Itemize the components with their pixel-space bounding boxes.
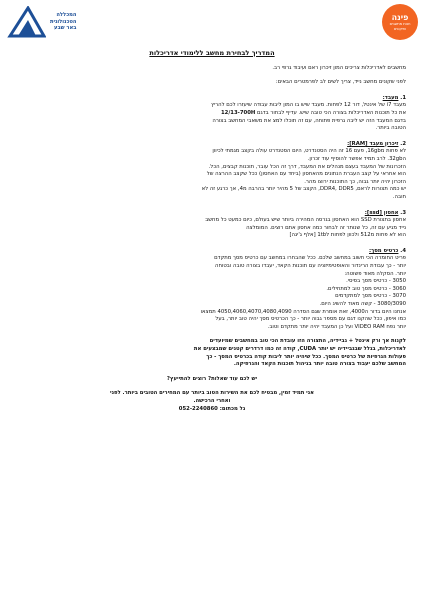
section-line: הזכרון יהיה יותר גבוה, כך התוכנות ירוצו מהר.	[304, 178, 406, 185]
section-line: נייד מגיע עם זה, כל שנותר זה לבחור כמה אחסון אתם רוצים. המומלצה	[246, 224, 406, 231]
section-line: יותר נפח VIDEO RAM ועל כן המעבד יהיה יותר מתקדם וטוב.	[267, 323, 406, 330]
summary: לקנות אך ורק אינטל + גביידיה, התצורה הזו עובדת הכי טוב במחשבים שמיועדים לאדריכלות, בגלל שבגביידיה יש יותר CUDA, קודה זה כמו דרדרים קטנים שמבצעים את פעולות הגרפיות של כרטיס המסך. ככל שיהיה יותר ליבות קודה בכרטיס המסך - כך המחשב שלכם יעבוד בצורה טובה יותר בניהול תוכנות הקאד והגרפיקה.	[193, 338, 406, 368]
section-line: ה32gb. לרב תמיד אפשר להוסיף עוד זכרון.	[307, 155, 406, 162]
college-name: המכללה הטכנולוגית באר שבע	[50, 12, 77, 32]
gpu-card-list	[18, 278, 406, 308]
section-line: לא פחות מ16gb, פעם 16 זה היה הסטנדרט, היום הסטנדרט עולה בקצב מגמתי לכיוון	[212, 148, 406, 155]
section-heading-gpu: 4. כרטיס מסך:	[369, 247, 406, 254]
question-line: יש לכם עוד שאלות? רוצים להתייעץ?	[166, 375, 258, 382]
section-line: יותר - כך עבודת הרינדור והאופטימיזציה עם תוכנות הקאד, יעבדו בצורה טובה ובטוחה	[215, 263, 406, 270]
page-title: המדריך לבחירת מחשב ללימודי אדריכלות	[149, 49, 275, 57]
section-line: הזכרונות של המעבד בעצם מנהלים את המעבד, דרך זה הכל עובר, תוכנות קבצים, הכל.	[208, 163, 406, 170]
closing-line: ואחרי הרכישה.	[193, 397, 231, 404]
triangle-logo-icon	[6, 6, 46, 38]
section-line: יש כמה תצורות לראם, DDR4, DDR5, הקצב של 5 מהיר יותר בהרבה מ4, אך כרגע זה לא	[201, 186, 406, 193]
intro-line: מחשבים לאדריכלות צריכים המון זיכרון ראם ועיבוד גרפי רב.	[272, 64, 406, 71]
list-item: 3070 - כרטיס מסך למתקדמים	[335, 293, 406, 300]
college-logo	[6, 6, 110, 40]
section-heading-cpu: 1. מעבד:	[382, 94, 406, 101]
section-line: מעבד i7 של אינטל, דור 12 לפחות. מעבד שיש בו המון ליבות עבודה שיעזרו לכם להריץ	[211, 102, 406, 109]
section-line: פריט החומרה הכי חשוב במחשב שלכם. ככל שהבחרו במחשב עם כרטיס מסך מתקדם	[214, 255, 406, 262]
section-line: חובה.	[392, 193, 406, 200]
document-body	[18, 50, 406, 413]
section-heading-ssd: 3. אחסון [ssd]:	[364, 209, 406, 216]
list-item: 3080/3090 - קשה מאוד להשיג היום.	[319, 301, 406, 308]
section-line: הוא אחראי על קצב העברת הנתונים מהאחסון (ביחד עם האחסון) ככל שקצב ההרצה של	[206, 171, 406, 178]
list-item: 3050 - כרטיס מסך בסיסי.	[346, 278, 406, 285]
section-line: הוא לא פחות מ512 ולכוון לפחות ל1tb [אלף ג'יגה]	[289, 232, 406, 239]
section-line: אנחנו היום בדור ה4000, זאת אומרת שגם הסדרה 4050,4060,4070,4080,4090 תמצאו	[200, 308, 406, 315]
section-heading-ram: 2. זיכרון מעבד [RAM]:	[347, 140, 406, 147]
section-line: את כל תוכנות האדריכלות בצורה הכי טובה שיש. עדיף לבחור בדגם 12/13-700H	[220, 109, 406, 116]
shop-logo: פינה חנות מחשבים ותיקונים	[382, 4, 418, 40]
contact-phone: גל מכתום: 052-2240860	[178, 405, 246, 412]
closing-line: אני תמיד זמין, מבטיח לכם את השירות הטוב ביותר עם המחירים הטובים ביותר. לפני	[110, 390, 314, 397]
section-line: הטובה ביותר.	[375, 125, 406, 132]
list-item: 3060 - כרטיס מסך טוב למתחילים.	[326, 285, 406, 292]
cpu-model: 12/13-700H	[220, 109, 256, 116]
section-line: בדגם המעבד הזה יש ליבה גרפית פתוחה, עם זה תוכלו למצ את משאבי המחשב בצורה	[212, 117, 406, 124]
section-line: יותר. הסקלה מאוד פשוטה:	[344, 270, 406, 277]
section-line: אחסון בתצורת SSD הוא האחסון בגרסה המהירה ביותר שיש בעולם, כיום כמעט כל מחשב	[205, 217, 406, 224]
intro-line: לפני שקונים מחשב נייד, צריך לשים לב לפרמטרים הבאים:	[275, 79, 406, 86]
section-line: כמו איפון, ככל שהקנו דגם עם מספר גבוה יותר - כך הכרטיס מסך יהיה טוב יותר, בעל	[215, 316, 406, 323]
